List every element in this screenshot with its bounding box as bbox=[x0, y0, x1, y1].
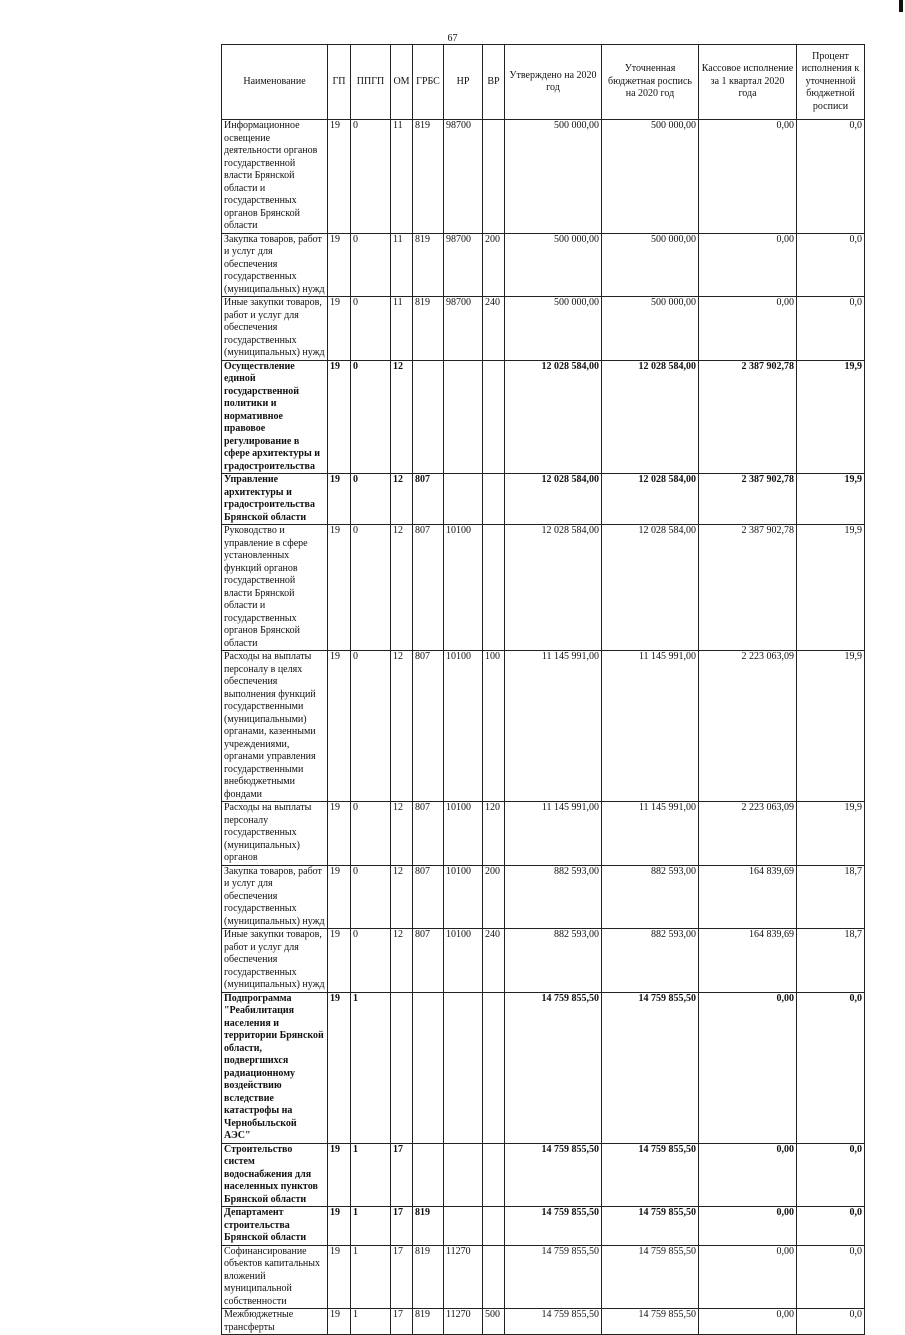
cell-grbs: 807 bbox=[413, 525, 444, 651]
cell-percent: 19,9 bbox=[797, 525, 865, 651]
cell-cash: 0,00 bbox=[699, 297, 797, 361]
cell-vr: 200 bbox=[483, 865, 505, 929]
table-row bbox=[222, 929, 865, 993]
cell-nr bbox=[444, 474, 483, 525]
cell-cash: 0,00 bbox=[699, 1309, 797, 1335]
cell-grbs: 819 bbox=[413, 1245, 444, 1309]
table-row bbox=[222, 525, 865, 651]
cell-om: 11 bbox=[391, 297, 413, 361]
cell-approved: 500 000,00 bbox=[505, 297, 602, 361]
cell-refined: 14 759 855,50 bbox=[602, 1207, 699, 1246]
col-header-refined: Уточненная бюджетная роспись на 2020 год bbox=[602, 45, 699, 120]
cell-approved: 14 759 855,50 bbox=[505, 1207, 602, 1246]
cell-approved: 12 028 584,00 bbox=[505, 360, 602, 474]
cell-nr: 11270 bbox=[444, 1309, 483, 1335]
cell-approved: 500 000,00 bbox=[505, 233, 602, 297]
cell-om: 17 bbox=[391, 1207, 413, 1246]
cell-cash: 2 387 902,78 bbox=[699, 525, 797, 651]
cell-grbs bbox=[413, 1143, 444, 1207]
cell-name: Закупка товаров, работ и услуг для обеспечения государственных (муниципальных) нужд bbox=[222, 233, 328, 297]
cell-om: 11 bbox=[391, 120, 413, 234]
cell-vr: 100 bbox=[483, 651, 505, 802]
table-header-row bbox=[222, 45, 865, 120]
cell-vr bbox=[483, 525, 505, 651]
cell-refined: 12 028 584,00 bbox=[602, 360, 699, 474]
cell-grbs: 819 bbox=[413, 1309, 444, 1335]
table-row bbox=[222, 297, 865, 361]
col-header-gp: ГП bbox=[328, 45, 351, 120]
cell-refined: 14 759 855,50 bbox=[602, 992, 699, 1143]
cell-nr bbox=[444, 1207, 483, 1246]
cell-grbs: 807 bbox=[413, 802, 444, 866]
cell-cash: 0,00 bbox=[699, 1207, 797, 1246]
cell-refined: 500 000,00 bbox=[602, 233, 699, 297]
cell-grbs: 807 bbox=[413, 474, 444, 525]
cell-percent: 0,0 bbox=[797, 120, 865, 234]
cell-grbs bbox=[413, 360, 444, 474]
cell-om: 12 bbox=[391, 802, 413, 866]
cell-cash: 164 839,69 bbox=[699, 929, 797, 993]
cell-nr bbox=[444, 1143, 483, 1207]
cell-gp: 19 bbox=[328, 865, 351, 929]
cell-ppgp: 0 bbox=[351, 865, 391, 929]
table-row bbox=[222, 474, 865, 525]
cell-nr: 10100 bbox=[444, 651, 483, 802]
cell-percent: 0,0 bbox=[797, 992, 865, 1143]
cell-approved: 882 593,00 bbox=[505, 865, 602, 929]
cell-gp: 19 bbox=[328, 1245, 351, 1309]
cell-percent: 0,0 bbox=[797, 233, 865, 297]
cell-approved: 14 759 855,50 bbox=[505, 1309, 602, 1335]
cell-name: Расходы на выплаты персоналу государственных (муниципальных) органов bbox=[222, 802, 328, 866]
cell-vr: 200 bbox=[483, 233, 505, 297]
cell-ppgp: 1 bbox=[351, 1245, 391, 1309]
cell-ppgp: 0 bbox=[351, 929, 391, 993]
col-header-approved: Утверждено на 2020 год bbox=[505, 45, 602, 120]
cell-grbs: 807 bbox=[413, 929, 444, 993]
table-body bbox=[222, 120, 865, 1335]
cell-nr bbox=[444, 360, 483, 474]
cell-ppgp: 0 bbox=[351, 802, 391, 866]
cell-ppgp: 1 bbox=[351, 1143, 391, 1207]
cell-om: 12 bbox=[391, 360, 413, 474]
cell-percent: 19,9 bbox=[797, 360, 865, 474]
cell-nr: 10100 bbox=[444, 865, 483, 929]
cell-vr bbox=[483, 1207, 505, 1246]
cell-approved: 882 593,00 bbox=[505, 929, 602, 993]
cell-refined: 500 000,00 bbox=[602, 297, 699, 361]
cell-vr bbox=[483, 1143, 505, 1207]
cell-cash: 0,00 bbox=[699, 1143, 797, 1207]
cell-percent: 19,9 bbox=[797, 474, 865, 525]
cell-refined: 882 593,00 bbox=[602, 929, 699, 993]
cell-percent: 18,7 bbox=[797, 865, 865, 929]
cell-gp: 19 bbox=[328, 120, 351, 234]
cell-vr: 240 bbox=[483, 297, 505, 361]
cell-refined: 14 759 855,50 bbox=[602, 1245, 699, 1309]
cell-percent: 0,0 bbox=[797, 1207, 865, 1246]
cell-cash: 2 223 063,09 bbox=[699, 802, 797, 866]
cell-nr: 10100 bbox=[444, 525, 483, 651]
table-row bbox=[222, 1309, 865, 1335]
cell-om: 12 bbox=[391, 865, 413, 929]
cell-refined: 500 000,00 bbox=[602, 120, 699, 234]
cell-grbs: 819 bbox=[413, 1207, 444, 1246]
cell-percent: 18,7 bbox=[797, 929, 865, 993]
cell-om: 17 bbox=[391, 1143, 413, 1207]
cell-om: 17 bbox=[391, 1245, 413, 1309]
cell-name: Закупка товаров, работ и услуг для обеспечения государственных (муниципальных) нужд bbox=[222, 865, 328, 929]
cell-percent: 0,0 bbox=[797, 1309, 865, 1335]
cell-gp: 19 bbox=[328, 233, 351, 297]
cell-name: Иные закупки товаров, работ и услуг для обеспечения государственных (муниципальных) нужд bbox=[222, 297, 328, 361]
cell-name: Софинансирование объектов капитальных вложений муниципальной собственности bbox=[222, 1245, 328, 1309]
cell-om: 12 bbox=[391, 474, 413, 525]
cell-ppgp: 0 bbox=[351, 120, 391, 234]
cell-grbs bbox=[413, 992, 444, 1143]
cell-vr: 120 bbox=[483, 802, 505, 866]
cell-percent: 19,9 bbox=[797, 651, 865, 802]
scan-edge-mark bbox=[899, 0, 903, 12]
cell-nr: 10100 bbox=[444, 802, 483, 866]
cell-gp: 19 bbox=[328, 651, 351, 802]
col-header-percent: Процент исполнения к уточненной бюджетной росписи bbox=[797, 45, 865, 120]
cell-vr bbox=[483, 120, 505, 234]
cell-vr: 500 bbox=[483, 1309, 505, 1335]
cell-ppgp: 1 bbox=[351, 1309, 391, 1335]
cell-percent: 0,0 bbox=[797, 297, 865, 361]
cell-name: Иные закупки товаров, работ и услуг для обеспечения государственных (муниципальных) нужд bbox=[222, 929, 328, 993]
col-header-name: Наименование bbox=[222, 45, 328, 120]
cell-ppgp: 0 bbox=[351, 360, 391, 474]
table-row bbox=[222, 360, 865, 474]
cell-approved: 500 000,00 bbox=[505, 120, 602, 234]
cell-nr: 98700 bbox=[444, 233, 483, 297]
cell-cash: 2 387 902,78 bbox=[699, 474, 797, 525]
cell-ppgp: 0 bbox=[351, 474, 391, 525]
table-row bbox=[222, 992, 865, 1143]
table-row bbox=[222, 802, 865, 866]
page-number: 67 bbox=[447, 33, 458, 44]
cell-approved: 14 759 855,50 bbox=[505, 1143, 602, 1207]
cell-grbs: 819 bbox=[413, 120, 444, 234]
cell-approved: 12 028 584,00 bbox=[505, 525, 602, 651]
cell-refined: 11 145 991,00 bbox=[602, 802, 699, 866]
col-header-om: ОМ bbox=[391, 45, 413, 120]
cell-om: 12 bbox=[391, 525, 413, 651]
col-header-nr: НР bbox=[444, 45, 483, 120]
cell-gp: 19 bbox=[328, 1309, 351, 1335]
cell-refined: 12 028 584,00 bbox=[602, 474, 699, 525]
cell-cash: 0,00 bbox=[699, 120, 797, 234]
cell-name: Управление архитектуры и градостроительства Брянской области bbox=[222, 474, 328, 525]
cell-cash: 0,00 bbox=[699, 992, 797, 1143]
cell-vr: 240 bbox=[483, 929, 505, 993]
cell-grbs: 807 bbox=[413, 651, 444, 802]
cell-gp: 19 bbox=[328, 474, 351, 525]
cell-vr bbox=[483, 474, 505, 525]
cell-approved: 14 759 855,50 bbox=[505, 1245, 602, 1309]
cell-name: Межбюджетные трансферты bbox=[222, 1309, 328, 1335]
table-row bbox=[222, 120, 865, 234]
col-header-ppgp: ППГП bbox=[351, 45, 391, 120]
cell-cash: 164 839,69 bbox=[699, 865, 797, 929]
cell-gp: 19 bbox=[328, 525, 351, 651]
col-header-cash: Кассовое исполнение за 1 квартал 2020 года bbox=[699, 45, 797, 120]
cell-refined: 14 759 855,50 bbox=[602, 1309, 699, 1335]
cell-grbs: 819 bbox=[413, 297, 444, 361]
cell-approved: 11 145 991,00 bbox=[505, 802, 602, 866]
cell-percent: 0,0 bbox=[797, 1245, 865, 1309]
cell-approved: 14 759 855,50 bbox=[505, 992, 602, 1143]
cell-cash: 2 223 063,09 bbox=[699, 651, 797, 802]
cell-nr: 10100 bbox=[444, 929, 483, 993]
col-header-grbs: ГРБС bbox=[413, 45, 444, 120]
table-row bbox=[222, 233, 865, 297]
cell-gp: 19 bbox=[328, 360, 351, 474]
cell-percent: 19,9 bbox=[797, 802, 865, 866]
cell-nr bbox=[444, 992, 483, 1143]
cell-om: 12 bbox=[391, 651, 413, 802]
table-row bbox=[222, 1245, 865, 1309]
table-row bbox=[222, 1143, 865, 1207]
cell-name: Расходы на выплаты персоналу в целях обеспечения выполнения функций государственными (муниципальными) органами, казенными учреждениями, органами управления государственными внебюджетными фондами bbox=[222, 651, 328, 802]
cell-grbs: 819 bbox=[413, 233, 444, 297]
cell-refined: 12 028 584,00 bbox=[602, 525, 699, 651]
cell-om: 12 bbox=[391, 929, 413, 993]
cell-nr: 11270 bbox=[444, 1245, 483, 1309]
cell-ppgp: 0 bbox=[351, 233, 391, 297]
cell-gp: 19 bbox=[328, 992, 351, 1143]
cell-ppgp: 0 bbox=[351, 651, 391, 802]
cell-vr bbox=[483, 360, 505, 474]
cell-percent: 0,0 bbox=[797, 1143, 865, 1207]
cell-ppgp: 1 bbox=[351, 992, 391, 1143]
cell-name: Департамент строительства Брянской области bbox=[222, 1207, 328, 1246]
cell-vr bbox=[483, 1245, 505, 1309]
cell-approved: 11 145 991,00 bbox=[505, 651, 602, 802]
cell-approved: 12 028 584,00 bbox=[505, 474, 602, 525]
cell-om: 11 bbox=[391, 233, 413, 297]
cell-grbs: 807 bbox=[413, 865, 444, 929]
cell-om: 17 bbox=[391, 1309, 413, 1335]
cell-gp: 19 bbox=[328, 802, 351, 866]
cell-gp: 19 bbox=[328, 1207, 351, 1246]
cell-ppgp: 1 bbox=[351, 1207, 391, 1246]
cell-refined: 14 759 855,50 bbox=[602, 1143, 699, 1207]
table-row bbox=[222, 865, 865, 929]
table-row bbox=[222, 651, 865, 802]
cell-vr bbox=[483, 992, 505, 1143]
cell-ppgp: 0 bbox=[351, 525, 391, 651]
cell-name: Подпрограмма "Реабилитация населения и территории Брянской области, подвергшихся радиационному воздействию вследствие катастрофы на Чернобыльской АЭС" bbox=[222, 992, 328, 1143]
cell-cash: 2 387 902,78 bbox=[699, 360, 797, 474]
cell-gp: 19 bbox=[328, 929, 351, 993]
cell-nr: 98700 bbox=[444, 120, 483, 234]
cell-refined: 11 145 991,00 bbox=[602, 651, 699, 802]
col-header-vr: ВР bbox=[483, 45, 505, 120]
cell-refined: 882 593,00 bbox=[602, 865, 699, 929]
cell-ppgp: 0 bbox=[351, 297, 391, 361]
cell-name: Строительство систем водоснабжения для населенных пунктов Брянской области bbox=[222, 1143, 328, 1207]
cell-cash: 0,00 bbox=[699, 233, 797, 297]
cell-gp: 19 bbox=[328, 297, 351, 361]
cell-om bbox=[391, 992, 413, 1143]
cell-name: Руководство и управление в сфере установленных функций органов государственной власти Брянской области и государственных органов Брянской области bbox=[222, 525, 328, 651]
cell-name: Осуществление единой государственной политики и нормативное правовое регулирование в сфере архитектуры и градостроительства bbox=[222, 360, 328, 474]
table-row bbox=[222, 1207, 865, 1246]
cell-gp: 19 bbox=[328, 1143, 351, 1207]
cell-nr: 98700 bbox=[444, 297, 483, 361]
cell-name: Информационное освещение деятельности органов государственной власти Брянской области и государственных органов Брянской области bbox=[222, 120, 328, 234]
budget-table bbox=[221, 44, 865, 1335]
cell-cash: 0,00 bbox=[699, 1245, 797, 1309]
